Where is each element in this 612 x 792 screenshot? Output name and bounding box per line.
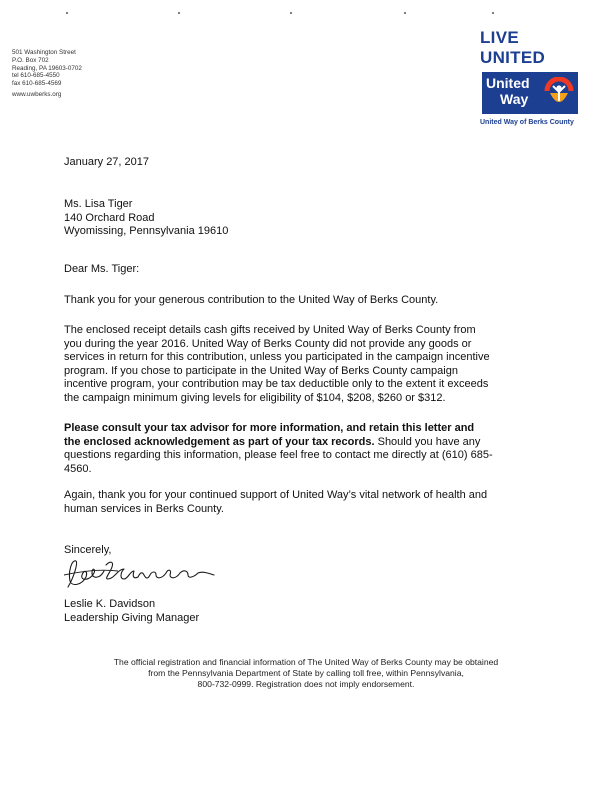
address-line: tel 610-685-4550 bbox=[12, 72, 60, 80]
recipient-line: Wyomissing, Pennsylvania 19610 bbox=[64, 225, 229, 238]
paragraph-line: incentive program, your contribution may be tax deductible only to the extent it exceeds bbox=[64, 378, 489, 391]
address-line: 501 Washington Street bbox=[12, 49, 76, 56]
address-line: fax 610-685-4569 bbox=[12, 80, 62, 88]
logo-wordmark bbox=[486, 75, 530, 107]
signer-title: Leadership Giving Manager bbox=[64, 611, 200, 624]
paragraph-closing-thanks bbox=[64, 489, 544, 516]
helping-hand-emblem-icon bbox=[544, 77, 574, 109]
paragraph-thanks: Thank you for your generous contribution to the United Way of Berks County. bbox=[64, 294, 439, 306]
recipient-address bbox=[64, 198, 228, 239]
address-line: Reading, PA 19603-0702 bbox=[12, 64, 82, 72]
logo-box bbox=[482, 72, 578, 114]
disclaimer-line: 800-732-0999. Registration does not imply endorsement. bbox=[197, 679, 415, 689]
website-link[interactable]: www.uwberks.org bbox=[12, 90, 62, 98]
recipient-line: 140 Orchard Road bbox=[64, 211, 155, 224]
sender-address bbox=[12, 49, 82, 99]
disclaimer-line: from the Pennsylvania Department of State by calling toll free, within Pennsylvania, bbox=[148, 668, 464, 678]
paragraph-inline-text: Should you have any bbox=[374, 435, 481, 448]
signer-name: Leslie K. Davidson bbox=[64, 598, 156, 610]
paragraph-line: human services in Berks County. bbox=[64, 502, 224, 515]
logo-name-line2: Way bbox=[500, 91, 529, 107]
scan-speck bbox=[66, 12, 68, 14]
paragraph-line: Again, thank you for your continued support of United Way’s vital network of health and bbox=[64, 489, 488, 501]
complimentary-close: Sincerely, bbox=[64, 544, 112, 556]
logo-org-caption: United Way of Berks County bbox=[480, 119, 574, 126]
scan-speck bbox=[178, 12, 180, 14]
scan-speck bbox=[492, 12, 494, 14]
bold-notice-line: the enclosed acknowledgement as part of your tax records. bbox=[64, 435, 375, 448]
bold-notice-line: Please consult your tax advisor for more information, and retain this letter and bbox=[64, 422, 475, 434]
paragraph-line: you during the year 2016. United Way of Berks County did not provide any goods or bbox=[64, 337, 472, 350]
paragraph-receipt-details bbox=[64, 324, 544, 406]
recipient-line: Ms. Lisa Tiger bbox=[64, 198, 133, 210]
paragraph-line: The enclosed receipt details cash gifts received by United Way of Berks County from bbox=[64, 324, 476, 336]
signer-block bbox=[64, 598, 199, 625]
salutation: Dear Ms. Tiger: bbox=[64, 263, 140, 275]
registration-disclaimer bbox=[60, 657, 552, 690]
handwritten-signature bbox=[62, 557, 222, 591]
paragraph-line: the campaign minimum giving levels for eligibility of $104, $208, $260 or $312. bbox=[64, 391, 446, 404]
logo-tagline: LIVE UNITED bbox=[480, 28, 546, 67]
paragraph-line: questions regarding this information, please feel free to contact me directly at (610) 685- bbox=[64, 449, 493, 462]
scan-speck bbox=[404, 12, 406, 14]
paragraph-line bbox=[64, 436, 548, 450]
letter-date: January 27, 2017 bbox=[64, 156, 150, 168]
united-way-logo bbox=[480, 28, 584, 126]
disclaimer-line: The official registration and financial information of The United Way of Berks County may be obtained bbox=[113, 657, 499, 667]
paragraph-line: program. If you chose to participate in the United Way of Berks County campaign bbox=[64, 364, 458, 377]
logo-name-line1: United bbox=[486, 75, 530, 91]
paragraph-tax-advice bbox=[64, 422, 548, 476]
scan-speck bbox=[290, 12, 292, 14]
address-line: P.O. Box 702 bbox=[12, 56, 49, 64]
paragraph-line: 4560. bbox=[64, 462, 92, 475]
paragraph-line: services in return for this contribution, unless you participated in the campaign incentive bbox=[64, 351, 490, 364]
